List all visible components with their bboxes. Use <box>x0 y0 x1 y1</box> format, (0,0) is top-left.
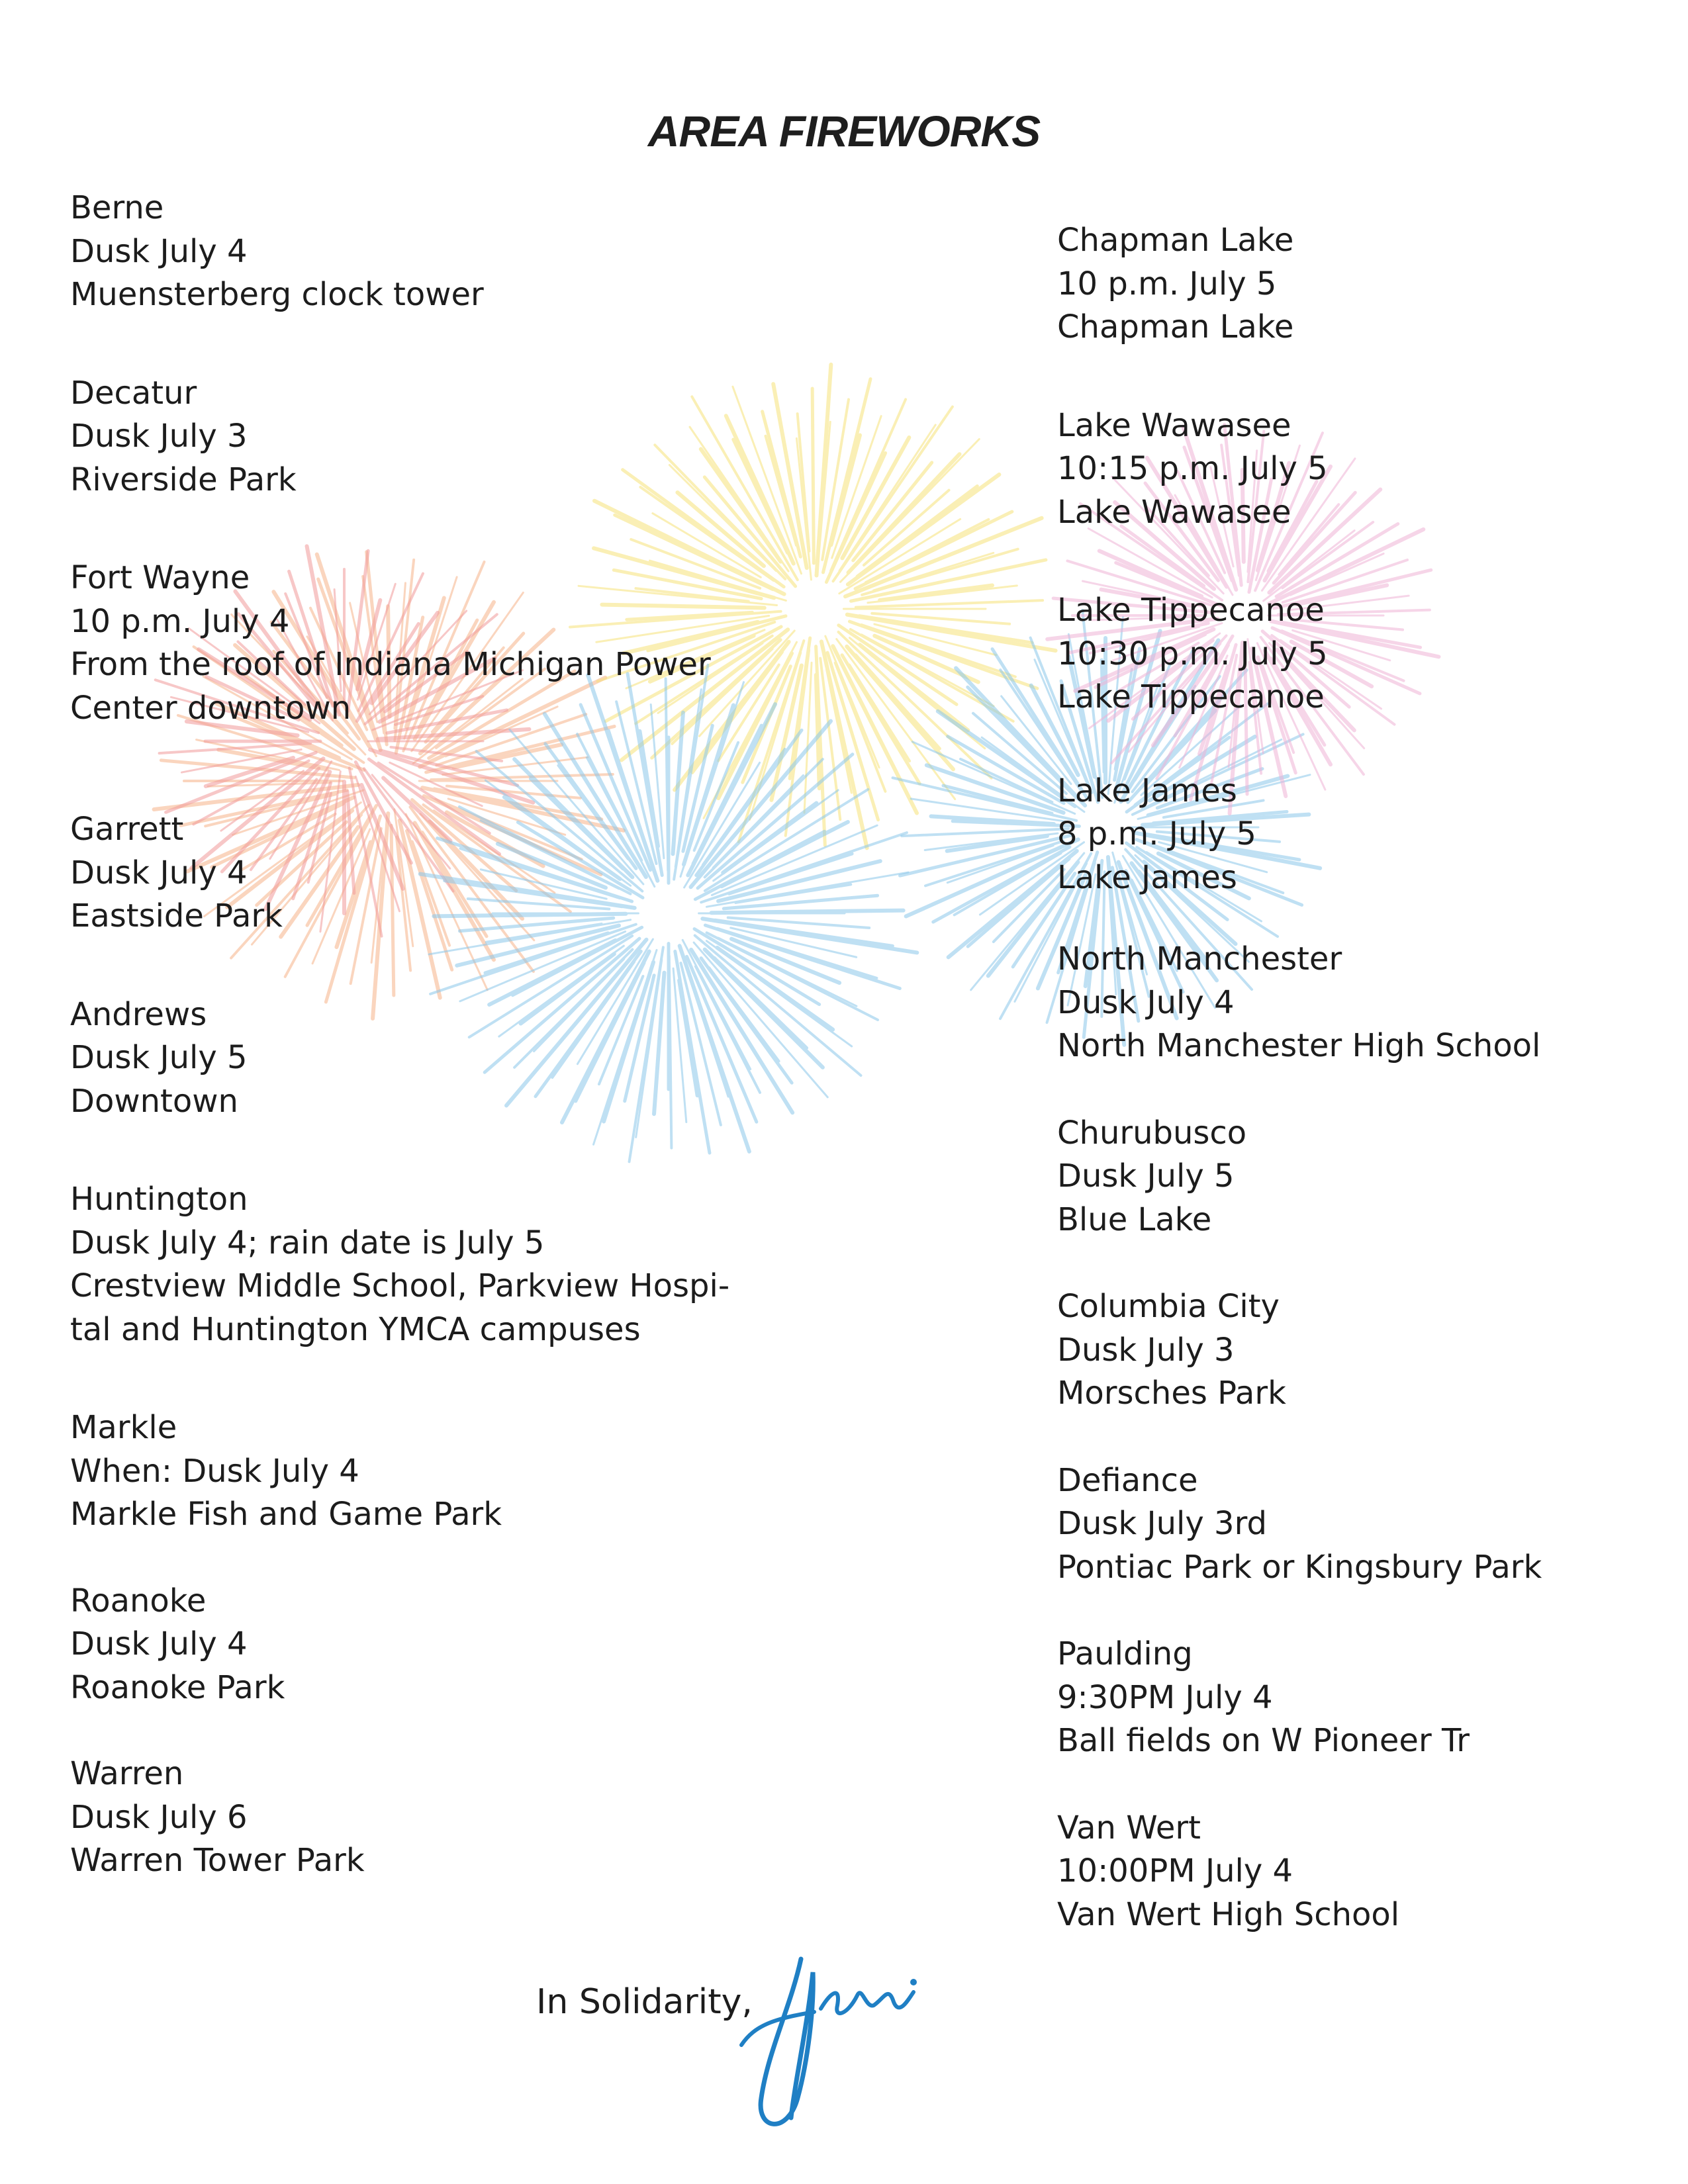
event-entry <box>1057 1807 1688 1937</box>
event-time: 8 p.m. July 5 <box>1057 815 1256 852</box>
event-location: Huntington <box>70 1181 248 1218</box>
event-entry <box>70 557 931 730</box>
handwritten-signature <box>715 1946 980 2144</box>
event-venue: Pontiac Park or Kingsbury Park <box>1057 1548 1542 1586</box>
event-time: Dusk July 5 <box>1057 1158 1235 1195</box>
event-entry <box>1057 1285 1688 1416</box>
page-title: AREA FIREWORKS <box>647 107 1041 156</box>
event-venue: Blue Lake <box>1057 1201 1212 1238</box>
event-entry <box>1057 1112 1688 1242</box>
event-entry <box>1057 404 1688 535</box>
event-location: Decatur <box>70 374 197 412</box>
event-venue: Chapman Lake <box>1057 308 1294 345</box>
event-time: 9:30PM July 4 <box>1057 1678 1273 1716</box>
left-event-column <box>70 187 931 1883</box>
right-event-column <box>1057 219 1688 1936</box>
event-time: When: Dusk July 4 <box>70 1452 359 1490</box>
event-location: Chapman Lake <box>1057 222 1294 259</box>
event-entry <box>1057 219 1688 349</box>
event-location: Columbia City <box>1057 1288 1280 1325</box>
event-venue: Downtown <box>70 1082 238 1120</box>
event-time: Dusk July 4 <box>1057 983 1235 1021</box>
event-time: Dusk July 6 <box>70 1798 248 1836</box>
event-time: 10 p.m. July 4 <box>70 602 290 640</box>
event-venue: Crestview Middle School, Parkview Hospi- <box>70 1267 730 1304</box>
event-time: 10:30 p.m. July 5 <box>1057 635 1328 672</box>
event-time: Dusk July 3 <box>1057 1331 1235 1369</box>
event-location: Lake Wawasee <box>1057 406 1291 444</box>
event-time: Dusk July 4 <box>70 1625 248 1662</box>
event-venue: Riverside Park <box>70 461 297 498</box>
event-location: Van Wert <box>1057 1809 1201 1846</box>
event-entry <box>1057 1459 1688 1590</box>
event-entry <box>70 1752 931 1883</box>
event-time: Dusk July 3rd <box>1057 1505 1267 1542</box>
event-entry <box>70 1178 931 1351</box>
event-location: Garrett <box>70 811 184 848</box>
event-time: Dusk July 4 <box>70 232 248 270</box>
event-time: Dusk July 3 <box>70 418 248 455</box>
event-venue: Lake James <box>1057 858 1237 896</box>
event-location: North Manchester <box>1057 940 1342 978</box>
event-venue: Van Wert High School <box>1057 1895 1400 1933</box>
event-location: Roanoke <box>70 1582 207 1619</box>
event-venue: Roanoke Park <box>70 1668 285 1706</box>
event-entry <box>1057 589 1688 719</box>
event-location: Lake Tippecanoe <box>1057 592 1325 629</box>
event-time: 10:00PM July 4 <box>1057 1852 1293 1889</box>
event-location: Defiance <box>1057 1461 1198 1499</box>
event-entry <box>70 372 931 502</box>
event-location: Andrews <box>70 995 207 1033</box>
event-entry <box>1057 938 1688 1068</box>
event-location: Berne <box>70 189 164 226</box>
event-venue: From the roof of Indiana Michigan Power <box>70 646 711 683</box>
event-venue: tal and Huntington YMCA campuses <box>70 1310 641 1348</box>
event-time: Dusk July 4; rain date is July 5 <box>70 1224 545 1261</box>
event-venue: Warren Tower Park <box>70 1842 365 1879</box>
event-location: Fort Wayne <box>70 559 250 596</box>
event-location: Paulding <box>1057 1635 1193 1672</box>
event-venue: Muensterberg clock tower <box>70 276 484 313</box>
event-venue: North Manchester High School <box>1057 1027 1541 1064</box>
event-location: Markle <box>70 1409 177 1446</box>
event-entry <box>70 1580 931 1710</box>
event-venue: Markle Fish and Game Park <box>70 1496 502 1533</box>
event-entry <box>1057 770 1688 900</box>
event-time: 10 p.m. July 5 <box>1057 265 1277 302</box>
event-venue: Lake Tippecanoe <box>1057 678 1325 715</box>
event-time: 10:15 p.m. July 5 <box>1057 450 1328 487</box>
event-venue: Morsches Park <box>1057 1375 1286 1412</box>
event-time: Dusk July 4 <box>70 854 248 891</box>
event-venue: Center downtown <box>70 689 352 727</box>
event-venue: Ball fields on W Pioneer Tr <box>1057 1722 1470 1759</box>
event-entry <box>70 187 931 317</box>
event-entry <box>1057 1633 1688 1763</box>
event-location: Churubusco <box>1057 1114 1247 1152</box>
event-time: Dusk July 5 <box>70 1039 248 1076</box>
event-location: Warren <box>70 1755 184 1792</box>
event-entry <box>70 993 931 1124</box>
event-entry <box>70 808 931 938</box>
event-venue: Eastside Park <box>70 897 283 934</box>
event-venue: Lake Wawasee <box>1057 493 1291 531</box>
event-entry <box>70 1406 931 1537</box>
closing-text: In Solidarity, <box>536 1982 753 2022</box>
event-location: Lake James <box>1057 772 1237 809</box>
